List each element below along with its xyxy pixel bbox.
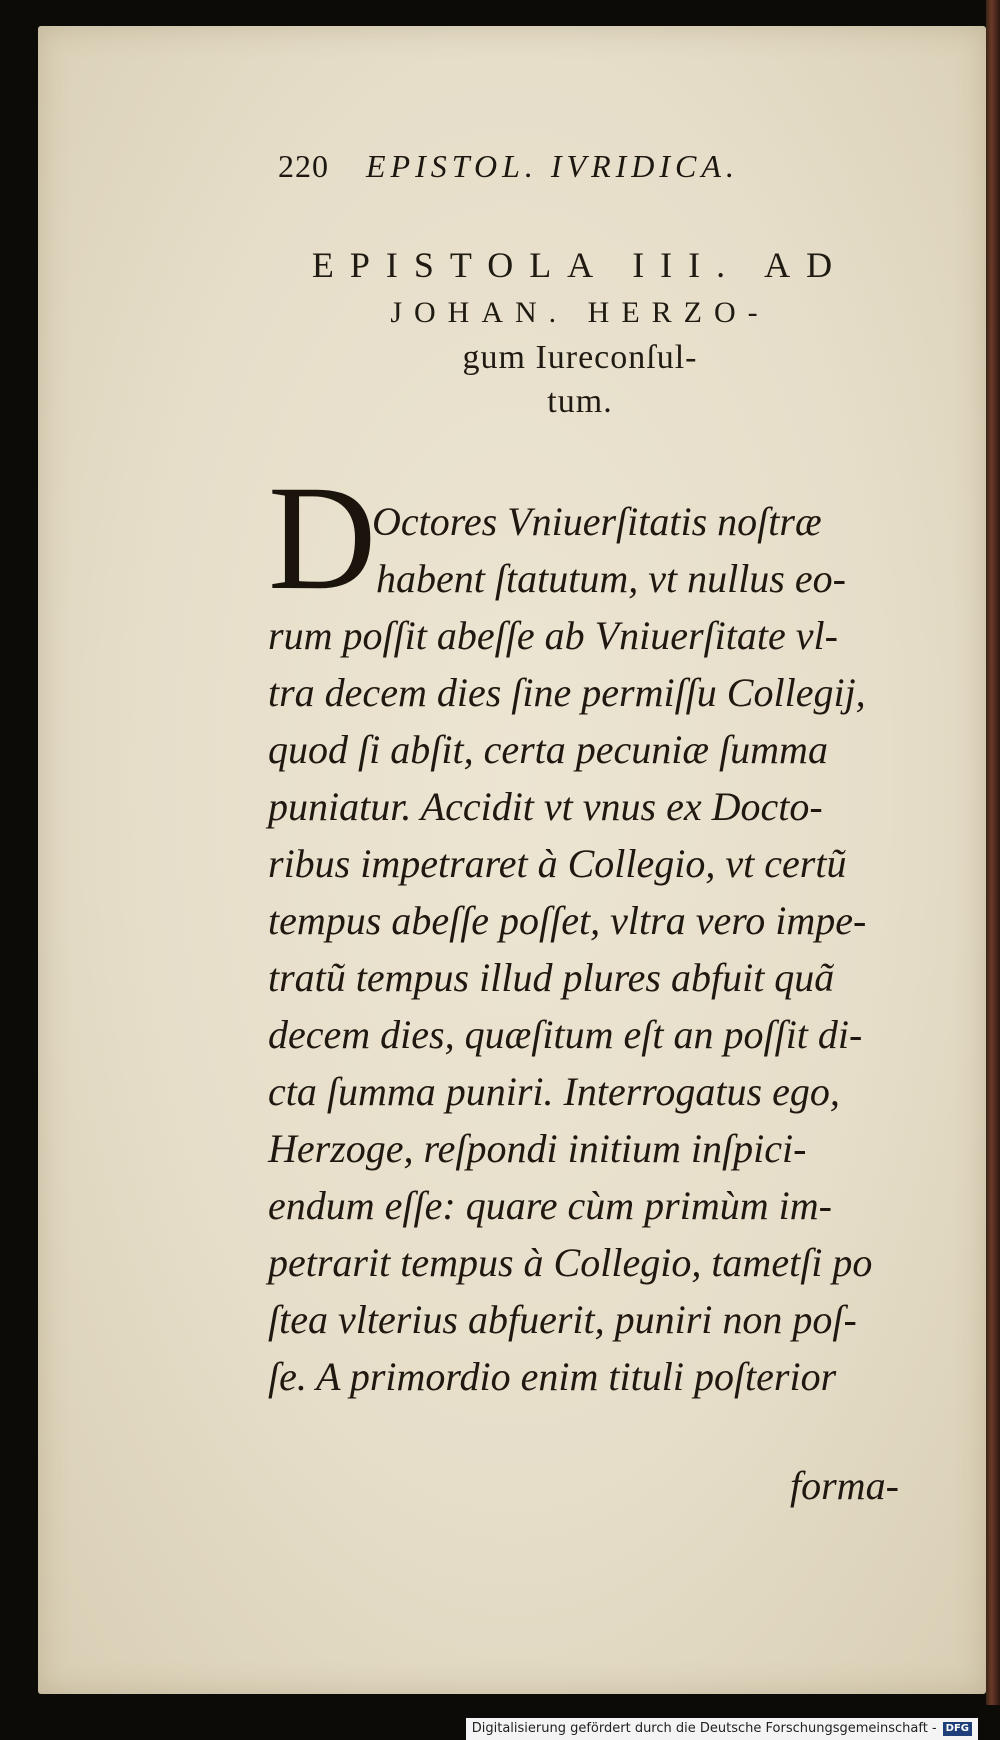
- text-line: ſe. A primordio enim tituli poſterior: [268, 1354, 837, 1399]
- text-line: ribus impetraret à Collegio, vt certũ: [268, 841, 847, 886]
- text-line: tempus abeſſe poſſet, vltra vero impe-: [268, 898, 867, 943]
- page-number: 220: [278, 148, 329, 184]
- text-line: cta ſumma puniri. Interrogatus ego,: [268, 1069, 840, 1114]
- text-line: Herzoge, reſpondi initium inſpici-: [268, 1126, 807, 1171]
- footer-text: Digitalisierung gefördert durch die Deutsche Forschungsgemeinschaft -: [471, 1721, 937, 1736]
- text-line: tra decem dies ſine permiſſu Collegij,: [268, 670, 866, 715]
- drop-cap: D: [268, 455, 377, 621]
- epistle-title: [240, 240, 920, 424]
- text-line: puniatur. Accidit vt vnus ex Docto-: [268, 784, 823, 829]
- text-line: petrarit tempus à Collegio, tametſi po: [268, 1240, 873, 1285]
- book-edge: [986, 0, 1000, 1705]
- text-line: habent ſtatutum, vt nullus eo-: [376, 556, 846, 601]
- title-line-3: gum Iureconſul-: [462, 339, 698, 376]
- running-title: EPISTOL. IVRIDICA.: [366, 148, 739, 184]
- text-line: ſtea vlterius abfuerit, puniri non poſ-: [268, 1297, 857, 1342]
- text-line: quod ſi abſit, certa pecuniæ ſumma: [268, 727, 828, 772]
- digitization-credit: [466, 1718, 978, 1740]
- dfg-logo-icon: DFG: [943, 1722, 972, 1736]
- text-line: rum poſſit abeſſe ab Vniuerſitate vl-: [268, 613, 838, 658]
- text-line: tratũ tempus illud plures abfuit quã: [268, 955, 835, 1000]
- text-line: Octores Vniuerſitatis noſtræ: [372, 499, 822, 544]
- text-line: endum eſſe: quare cùm primùm im-: [268, 1183, 832, 1228]
- catchword: forma-: [790, 1463, 899, 1508]
- title-line-1: EPISTOLA III. AD: [311, 245, 849, 285]
- title-line-4: tum.: [547, 383, 613, 420]
- title-line-2: JOHAN. HERZO-: [390, 296, 770, 329]
- text-line: decem dies, quæſitum eſt an poſſit di-: [268, 1012, 863, 1057]
- running-header: [278, 148, 878, 185]
